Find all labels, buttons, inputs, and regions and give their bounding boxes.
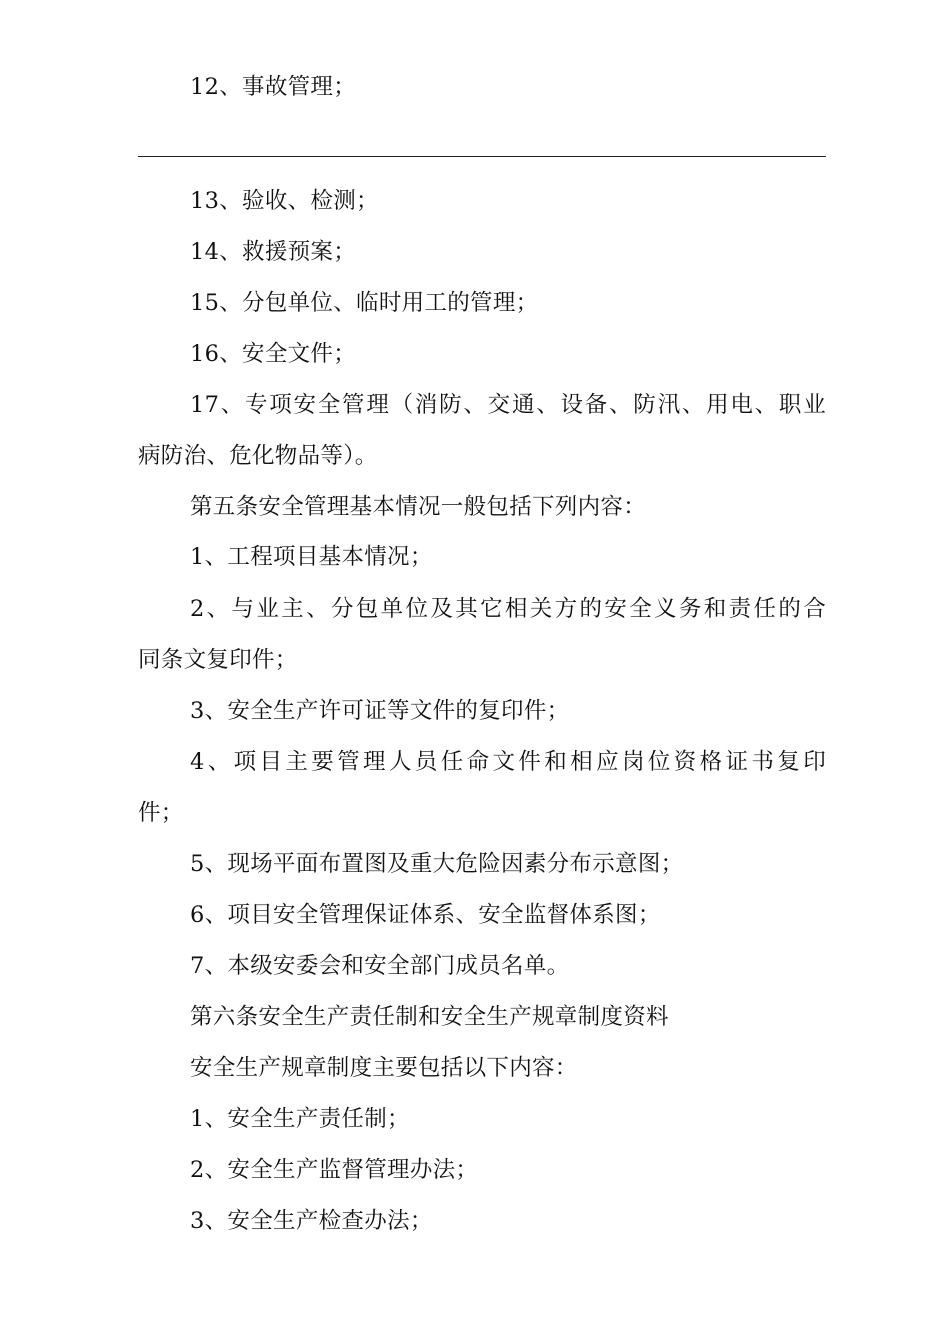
text-line: 5、现场平面布置图及重大危险因素分布示意图；	[190, 851, 684, 877]
text-line: 3、安全生产许可证等文件的复印件；	[190, 698, 570, 724]
text-line: 1、安全生产责任制；	[190, 1106, 410, 1132]
text-line: 件；	[138, 800, 184, 826]
text-line: 2、与业主、分包单位及其它相关方的安全义务和责任的合	[190, 596, 826, 622]
text-line: 安全生产规章制度主要包括以下内容：	[190, 1055, 578, 1081]
text-line: 12、事故管理；	[190, 74, 357, 100]
text-line: 7、本级安委会和安全部门成员名单。	[190, 953, 570, 979]
section-heading: 第六条安全生产责任制和安全生产规章制度资料	[190, 1004, 669, 1030]
text-line: 15、分包单位、临时用工的管理；	[190, 290, 539, 316]
text-line: 13、验收、检测；	[190, 188, 379, 214]
text-line: 1、工程项目基本情况；	[190, 544, 433, 570]
text-line: 16、安全文件；	[190, 341, 357, 367]
text-line: 3、安全生产检查办法；	[190, 1208, 433, 1234]
text-line: 同条文复印件；	[138, 647, 298, 673]
header-divider	[138, 156, 826, 157]
text-line: 2、安全生产监督管理办法；	[190, 1157, 479, 1183]
text-line: 6、项目安全管理保证体系、安全监督体系图；	[190, 902, 661, 928]
text-line: 4、项目主要管理人员任命文件和相应岗位资格证书复印	[190, 749, 826, 775]
text-line: 14、救援预案；	[190, 239, 357, 265]
text-line: 17、专项安全管理（消防、交通、设备、防汛、用电、职业	[190, 392, 826, 418]
section-heading: 第五条安全管理基本情况一般包括下列内容：	[190, 494, 647, 520]
text-line: 病防治、危化物品等）。	[138, 443, 378, 469]
